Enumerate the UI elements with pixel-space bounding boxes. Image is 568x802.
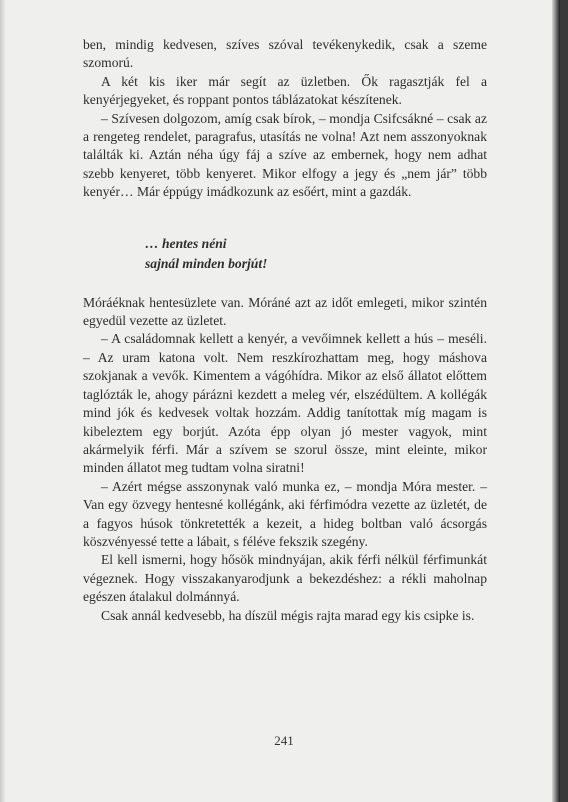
page-number: 241: [274, 733, 294, 748]
page-right-edge: [552, 0, 560, 802]
paragraph: Csak annál kedvesebb, ha díszül mégis rajta marad egy kis csipke is.: [101, 607, 475, 623]
paragraph: El kell ismerni, hogy hősök mindnyájan, akik férfi nélkül férfimunkát végeznek. Hogy visszakanyarodjunk a bekezdéshez: a rékli maholnap egészen átalakul dolmánnyá.: [83, 552, 487, 605]
body-text: [83, 36, 487, 625]
paragraph: A két kis iker már segít az üzletben. Ők ragasztják fel a kenyérjegyeket, és roppant pontos táblázatokat készítenek.: [83, 73, 487, 108]
paragraph: – Szívesen dolgozom, amíg csak bírok, – mondja Csifcsákné – csak az a rengeteg rendelet, paragrafus, utasítás ne volna! Azt nem asszonyoknak találták ki. Aztán néha úgy fáj a szíve az embernek, hogy nem adhat szebb kenyeret, több kenyeret. Mikor elfogy a jegy és „nem jár” több kenyér… Már éppúgy imádkozunk az esőért, mint a gazdák.: [83, 110, 487, 200]
page-gutter-shadow: [0, 0, 6, 802]
paragraph: – Azért mégse asszonynak való munka ez, – mondja Móra mester. – Van egy özvegy hentesné kollégánk, aki férfimódra vezette az üzletét, de a fagyos húsok tönkretették a kezeit, a hideg boltban való ácsorgás köszvényessé tette a lábait, s féléve fekszik szegény.: [83, 478, 487, 549]
paragraph: ben, mindig kedvesen, szíves szóval tevékenykedik, csak a szeme szomorú.: [83, 37, 487, 71]
section-title-line-1: … hentes néni: [145, 235, 227, 251]
section-title: [145, 234, 487, 274]
paragraph: – A családomnak kellett a kenyér, a vevőimnek kellett a hús – meséli. – Az uram katona volt. Nem reszkírozhattam meg, hogy máshova szokjanak a vevők. Kimentem a vágóhídra. Mikor az első állatot előttem taglózták le, ahogy párázni kezdett a meleg vér, elszédültem. A kollégák mind jók és kedvesek voltak hozzám. Addig tanítottak míg magam is kibeleztem egy borjút. Azóta épp olyan jó mester vagyok, mint akármelyik férfi. Már a szívem se szorul össze, mint eleinte, mikor minden állatot meg tudtam volna siratni!: [83, 331, 487, 476]
paragraph: Móráéknak hentesüzlete van. Móráné azt az időt emlegeti, mikor szintén egyedül vezette az üzletet.: [83, 294, 487, 329]
section-title-line-2: sajnál minden borjút!: [145, 255, 268, 271]
